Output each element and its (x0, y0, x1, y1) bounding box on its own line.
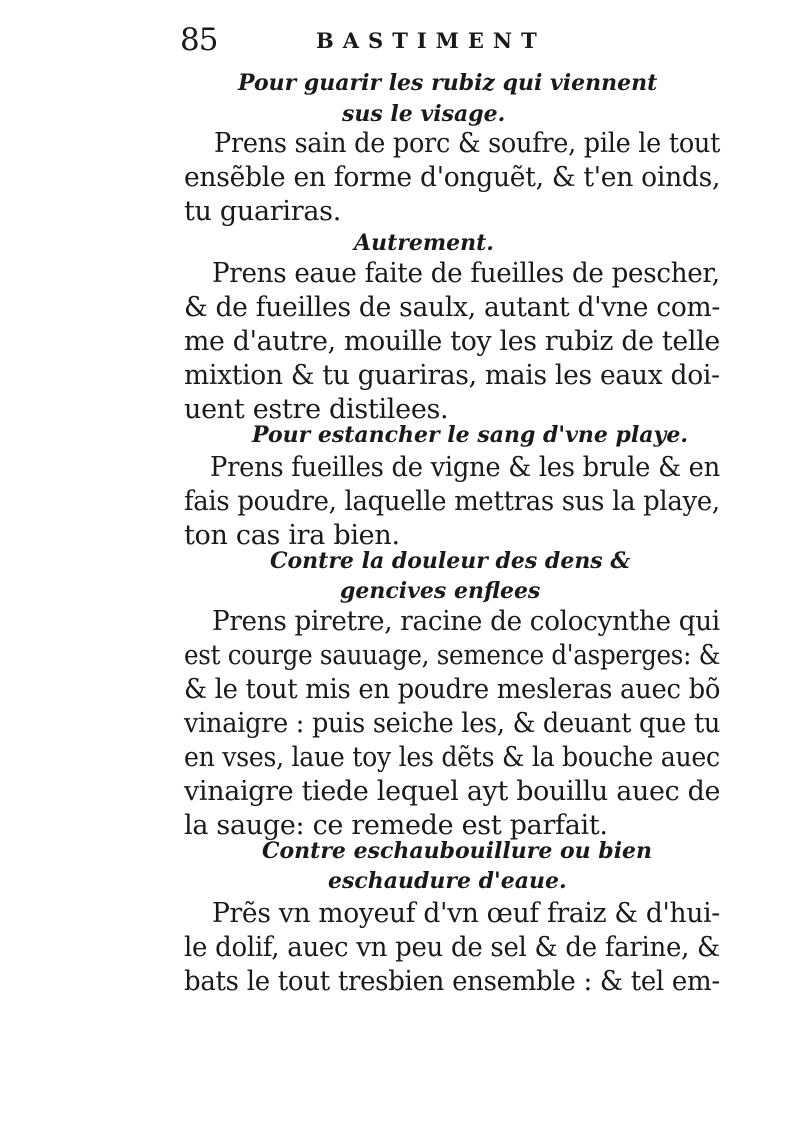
text-line: uent estre distilees. (184, 394, 449, 425)
section-heading: Autrement. (354, 230, 494, 256)
text-line: est courge sauuage, semence d'asperges: & (184, 640, 721, 671)
section-heading: gencives enflees (340, 578, 541, 604)
text-line: mixtion & tu guariras, mais les eaux doi- (184, 360, 720, 391)
section-heading: Pour guarir les rubiz qui viennent (238, 70, 658, 96)
text-line: Prens sain de porc & soufre, pile le tout (214, 128, 721, 159)
running-title: BASTIMENT (316, 28, 546, 53)
section-heading: eschaudure d'eaue. (328, 868, 567, 894)
text-line: vinaigre tiede lequel ayt bouillu auec de (184, 776, 721, 807)
text-line: en vses, laue toy les dẽts & la bouche auec (184, 742, 720, 773)
page-number: 85 (180, 22, 218, 58)
text-line: le dolif, auec vn peu de sel & de farine, & (184, 932, 720, 963)
text-line: & le tout mis en poudre mesleras auec bõ (184, 674, 721, 705)
text-line: Prens eaue faite de fueilles de pescher, (212, 258, 720, 289)
text-line: Prens piretre, racine de colocynthe qui (212, 606, 720, 637)
section-heading: sus le visage. (342, 101, 506, 127)
text-line: Prens fueilles de vigne & les brule & en (210, 452, 720, 483)
text-line: la sauge: ce remede est parfait. (184, 810, 608, 841)
section-heading: Pour estancher le sang d'vne playe. (252, 422, 688, 448)
text-line: vinaigre : puis seiche les, & deuant que tu (184, 708, 721, 739)
page-header (176, 18, 696, 58)
text-line: bats le tout tresbien ensemble : & tel em- (184, 966, 720, 997)
text-line: ensẽble en forme d'onguẽt, & t'en oinds, (184, 162, 721, 193)
text-line: ton cas ira bien. (184, 520, 400, 551)
section-heading: Contre eschaubouillure ou bien (262, 838, 653, 864)
text-line: Prẽs vn moyeuf d'vn œuf fraiz & d'hui- (212, 898, 720, 929)
text-line: & de fueilles de saulx, autant d'vne com- (184, 292, 721, 323)
section-heading: Contre la douleur des dens & (270, 548, 631, 574)
text-line: me d'autre, mouille toy les rubiz de telle (184, 326, 720, 357)
text-line: fais poudre, laquelle mettras sus la playe, (184, 486, 720, 517)
text-line: tu guariras. (184, 196, 341, 227)
